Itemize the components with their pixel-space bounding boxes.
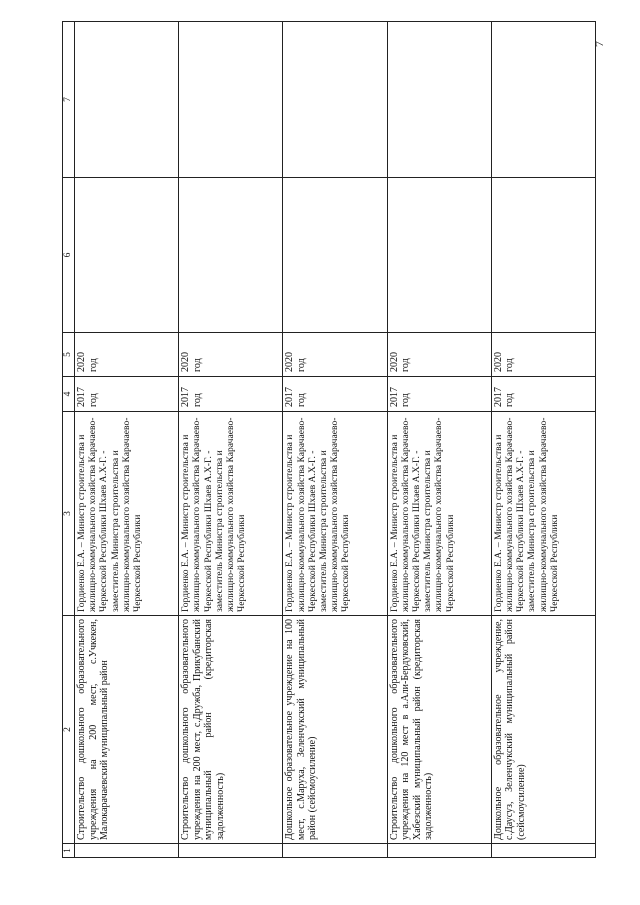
project-name-cell: Дошкольное образовательное учреждение, с.Даусуз, Зеленчукский муниципальный район (сейсмоусиление) [491, 616, 595, 844]
start-year-cell: 2017 год [387, 377, 491, 412]
column-7-cell [75, 22, 179, 178]
start-year-cell: 2017 год [179, 377, 283, 412]
responsible-cell: Гордиенко Е.А. – Министр строительства и жилищно-коммунального хозяйства Карачаево-Черкесской Республики Шхаев А.Х-Г. - заместитель Министра строительства и жилищно-коммунального хозяйства Карачаево-Черкесской Республики [387, 412, 491, 616]
page-number: 7 [592, 41, 606, 47]
rotated-table-container [62, 22, 596, 858]
start-year-cell: 2017 год [75, 377, 179, 412]
table-header-row [63, 22, 75, 858]
responsible-cell: Гордиенко Е.А. – Министр строительства и жилищно-коммунального хозяйства Карачаево-Черкесской Республики Шхаев А.Х-Г. - заместитель Министра строительства и жилищно-коммунального хозяйства Карачаево-Черкесской Республики [283, 412, 387, 616]
start-year-cell: 2017 год [283, 377, 387, 412]
responsible-cell: Гордиенко Е.А. – Министр строительства и жилищно-коммунального хозяйства Карачаево-Черкесской Республики Шхаев А.Х-Г. - заместитель Министра строительства и жилищно-коммунального хозяйства Карачаево-Черкесской Республики [179, 412, 283, 616]
start-year-cell: 2017 год [491, 377, 595, 412]
header-cell: 4 [63, 377, 75, 412]
column-6-cell [283, 178, 387, 333]
header-cell: 2 [63, 616, 75, 844]
header-cell: 1 [63, 844, 75, 858]
column-6-cell [387, 178, 491, 333]
column-7-cell [179, 22, 283, 178]
table-row [491, 22, 595, 858]
header-cell: 6 [63, 178, 75, 333]
end-year-cell: 2020 год [179, 333, 283, 377]
row-number-cell [491, 844, 595, 858]
table-row [283, 22, 387, 858]
program-table [62, 21, 596, 858]
column-7-cell [491, 22, 595, 178]
end-year-cell: 2020 год [283, 333, 387, 377]
row-number-cell [75, 844, 179, 858]
project-name-cell: Строительство дошкольного образовательного учреждения на 200 мест, с.Дружба, Прикубанский муниципальный район (кредиторская задолженность) [179, 616, 283, 844]
table-row [387, 22, 491, 858]
column-6-cell [75, 178, 179, 333]
end-year-cell: 2020 год [387, 333, 491, 377]
responsible-cell: Гордиенко Е.А. – Министр строительства и жилищно-коммунального хозяйства Карачаево-Черкесской Республики Шхаев А.Х-Г. - заместитель Министра строительства и жилищно-коммунального хозяйства Карачаево-Черкесской Республики [75, 412, 179, 616]
responsible-cell: Гордиенко Е.А. – Министр строительства и жилищно-коммунального хозяйства Карачаево-Черкесской Республики Шхаев А.Х-Г. - заместитель Министра строительства и жилищно-коммунального хозяйства Карачаево-Черкесской Республики [491, 412, 595, 616]
row-number-cell [179, 844, 283, 858]
column-7-cell [387, 22, 491, 178]
row-number-cell [283, 844, 387, 858]
end-year-cell: 2020 год [75, 333, 179, 377]
header-cell: 3 [63, 412, 75, 616]
header-cell: 7 [63, 22, 75, 178]
table-row [179, 22, 283, 858]
project-name-cell: Дошкольное образовательное учреждение на 100 мест, с.Маруха, Зеленчукский муниципальный район (сейсмоусиление) [283, 616, 387, 844]
project-name-cell: Строительство дошкольного образовательного учреждения на 120 мест в а.Али-Бердуковский, Хабезский муниципальный район (кредиторская задолженность) [387, 616, 491, 844]
column-7-cell [283, 22, 387, 178]
end-year-cell: 2020 год [491, 333, 595, 377]
column-6-cell [491, 178, 595, 333]
header-cell: 5 [63, 333, 75, 377]
project-name-cell: Строительство дошкольного образовательного учреждения на 200 мест, с.Учкекен, Малокарачаевский муниципальный район [75, 616, 179, 844]
table-row [75, 22, 179, 858]
column-6-cell [179, 178, 283, 333]
row-number-cell [387, 844, 491, 858]
